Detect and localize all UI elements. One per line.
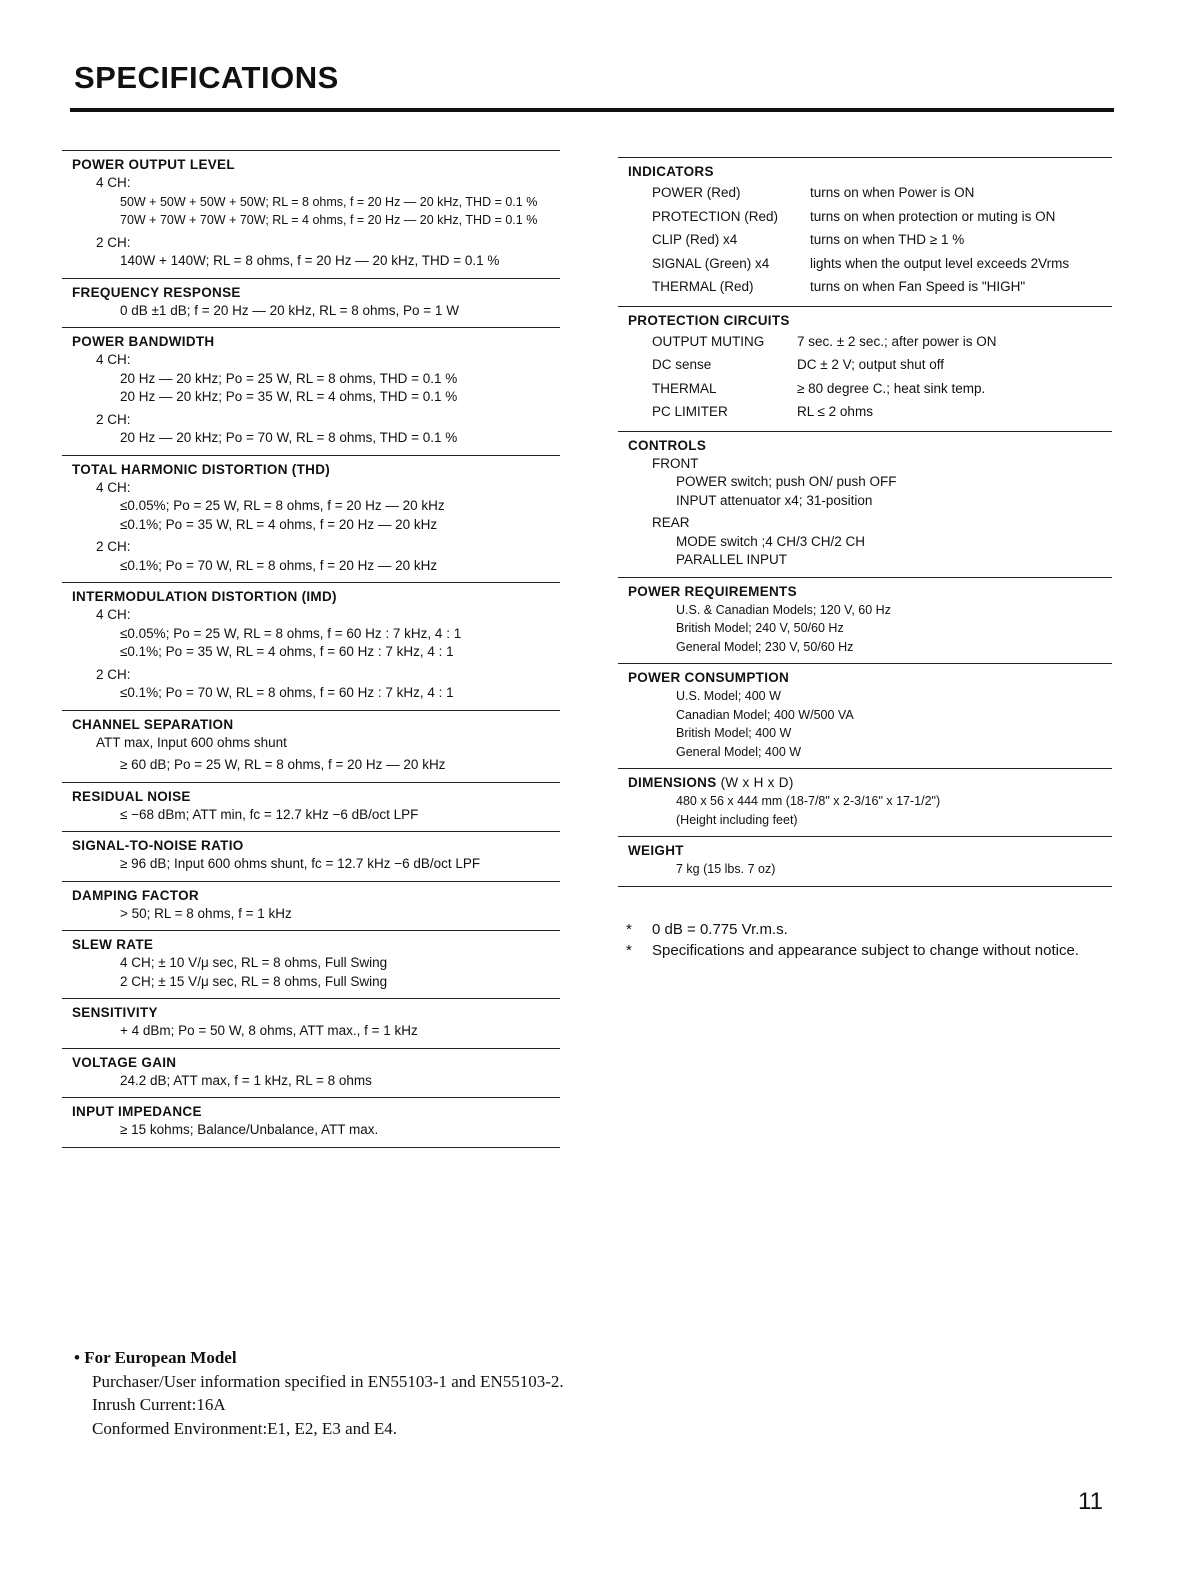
spec-line: British Model; 400 W xyxy=(676,726,792,740)
spec-indicators xyxy=(618,157,1112,306)
spec-line: Canadian Model; 400 W/500 VA xyxy=(676,707,854,722)
section-title: VOLTAGE GAIN xyxy=(72,1054,177,1070)
left-column xyxy=(62,150,560,1148)
spec-controls xyxy=(618,431,1112,577)
footnotes xyxy=(626,920,1112,962)
footnote-text: Specifications and appearance subject to change without notice. xyxy=(652,942,1079,959)
spec-line: 20 Hz — 20 kHz; Po = 70 W, RL = 8 ohms, THD = 0.1 % xyxy=(120,430,458,445)
spec-line: MODE switch ;4 CH/3 CH/2 CH xyxy=(676,533,866,549)
spec-line: U.S. Model; 400 W xyxy=(676,689,781,703)
kv-value: turns on when Fan Speed is "HIGH" xyxy=(810,279,1026,294)
kv-key: THERMAL xyxy=(652,380,717,396)
spec-line: General Model; 400 W xyxy=(676,744,802,759)
spec-line: 0 dB ±1 dB; f = 20 Hz — 20 kHz, RL = 8 ohms, Po = 1 W xyxy=(120,302,459,318)
kv-key: PROTECTION (Red) xyxy=(652,208,779,224)
spec-line: 50W + 50W + 50W + 50W; RL = 8 ohms, f = 20 Hz — 20 kHz, THD = 0.1 % xyxy=(120,194,538,209)
ch2-label: 2 CH: xyxy=(96,539,131,554)
footnote-star: * xyxy=(626,921,632,938)
european-line: Purchaser/User information specified in EN55103-1 and EN55103-2. xyxy=(92,1371,564,1391)
section-title xyxy=(628,774,1112,792)
spec-channel-separation xyxy=(62,710,560,782)
ch4-label: 4 CH: xyxy=(96,607,131,622)
ch2-label: 2 CH: xyxy=(96,411,131,427)
ch4-label: 4 CH: xyxy=(96,352,131,367)
spec-line: General Model; 230 V, 50/60 Hz xyxy=(676,639,854,654)
kv-key: OUTPUT MUTING xyxy=(652,333,765,349)
spec-residual-noise xyxy=(62,782,560,832)
kv-value: turns on when Power is ON xyxy=(810,185,975,200)
kv-key: POWER (Red) xyxy=(652,185,741,200)
spec-voltage-gain xyxy=(62,1048,560,1098)
ch2-label: 2 CH: xyxy=(96,666,131,682)
spec-line: ATT max, Input 600 ohms shunt xyxy=(96,734,287,750)
controls-rear-label: REAR xyxy=(652,515,690,530)
section-title: POWER OUTPUT LEVEL xyxy=(72,157,235,172)
kv-row xyxy=(628,400,1112,424)
section-title: POWER BANDWIDTH xyxy=(72,334,215,349)
spec-frequency-response xyxy=(62,278,560,328)
title-rule xyxy=(70,108,1114,112)
kv-value: RL ≤ 2 ohms xyxy=(797,404,873,419)
right-column xyxy=(618,157,1112,887)
spec-line: 20 Hz — 20 kHz; Po = 25 W, RL = 8 ohms, THD = 0.1 % xyxy=(120,370,458,386)
kv-key: SIGNAL (Green) x4 xyxy=(652,255,770,271)
section-title: INTERMODULATION DISTORTION (IMD) xyxy=(72,589,337,604)
spec-line: U.S. & Canadian Models; 120 V, 60 Hz xyxy=(676,602,891,617)
spec-line: ≥ 15 kohms; Balance/Unbalance, ATT max. xyxy=(120,1122,379,1137)
page-title: SPECIFICATIONS xyxy=(74,60,339,95)
footnote-star: * xyxy=(626,942,632,959)
spec-line: POWER switch; push ON/ push OFF xyxy=(676,474,897,489)
spec-line: 20 Hz — 20 kHz; Po = 35 W, RL = 4 ohms, THD = 0.1 % xyxy=(120,389,458,404)
kv-row xyxy=(628,252,1112,276)
section-title: SENSITIVITY xyxy=(72,1005,158,1020)
kv-key: THERMAL (Red) xyxy=(652,279,754,294)
spec-line: 24.2 dB; ATT max, f = 1 kHz, RL = 8 ohms xyxy=(120,1072,372,1088)
section-title: POWER CONSUMPTION xyxy=(628,670,790,685)
ch4-label: 4 CH: xyxy=(96,479,131,495)
section-title-suffix: (W x H x D) xyxy=(720,775,794,790)
spec-imd xyxy=(62,582,560,710)
section-title-text: DIMENSIONS xyxy=(628,775,717,790)
spec-snr xyxy=(62,831,560,881)
spec-sensitivity xyxy=(62,998,560,1048)
spec-line: British Model; 240 V, 50/60 Hz xyxy=(676,621,844,635)
section-rule xyxy=(62,1147,560,1148)
ch2-label: 2 CH: xyxy=(96,234,131,250)
spec-thd xyxy=(62,455,560,583)
spec-damping-factor xyxy=(62,881,560,931)
spec-line: ≤0.1%; Po = 70 W, RL = 8 ohms, f = 60 Hz : 7 kHz, 4 : 1 xyxy=(120,685,454,700)
spec-line: 140W + 140W; RL = 8 ohms, f = 20 Hz — 20 kHz, THD = 0.1 % xyxy=(120,253,500,268)
spec-line: ≤0.1%; Po = 35 W, RL = 4 ohms, f = 20 Hz — 20 kHz xyxy=(120,516,438,532)
kv-value: ≥ 80 degree C.; heat sink temp. xyxy=(797,380,986,396)
spec-line: ≤0.05%; Po = 25 W, RL = 8 ohms, f = 20 Hz — 20 kHz xyxy=(120,498,445,513)
european-model-notice xyxy=(74,1346,564,1440)
section-title: PROTECTION CIRCUITS xyxy=(628,312,790,328)
spec-line: 4 CH; ± 10 V/μ sec, RL = 8 ohms, Full Swing xyxy=(120,955,388,970)
ch4-label: 4 CH: xyxy=(96,175,131,190)
kv-row xyxy=(628,228,1112,252)
section-title: SLEW RATE xyxy=(72,937,154,952)
section-title: INPUT IMPEDANCE xyxy=(72,1104,202,1119)
european-heading: • For European Model xyxy=(74,1348,237,1367)
section-title: POWER REQUIREMENTS xyxy=(628,583,797,599)
kv-key: PC LIMITER xyxy=(652,404,728,419)
kv-value: turns on when protection or muting is ON xyxy=(810,208,1056,224)
kv-value: 7 sec. ± 2 sec.; after power is ON xyxy=(797,333,997,349)
kv-row xyxy=(628,377,1112,401)
section-title: TOTAL HARMONIC DISTORTION (THD) xyxy=(72,461,331,477)
spec-line: + 4 dBm; Po = 50 W, 8 ohms, ATT max., f = 1 kHz xyxy=(120,1023,418,1038)
page-number: 11 xyxy=(1078,1488,1103,1515)
european-line: Conformed Environment:E1, E2, E3 and E4. xyxy=(92,1418,397,1438)
spec-line: 7 kg (15 lbs. 7 oz) xyxy=(676,862,776,876)
footnote xyxy=(626,920,1112,940)
spec-line: 480 x 56 x 444 mm (18-7/8" x 2-3/16" x 17-1/2") xyxy=(676,794,941,808)
kv-row xyxy=(628,330,1112,354)
spec-power-bandwidth xyxy=(62,327,560,455)
kv-key: CLIP (Red) x4 xyxy=(652,232,738,247)
section-title: RESIDUAL NOISE xyxy=(72,788,191,804)
kv-row xyxy=(628,275,1112,299)
kv-row xyxy=(628,181,1112,205)
spec-power-output xyxy=(62,150,560,278)
section-title: FREQUENCY RESPONSE xyxy=(72,284,241,300)
spec-line: 70W + 70W + 70W + 70W; RL = 4 ohms, f = 20 Hz — 20 kHz, THD = 0.1 % xyxy=(120,213,538,227)
section-title: CONTROLS xyxy=(628,437,707,453)
spec-line: ≤0.05%; Po = 25 W, RL = 8 ohms, f = 60 Hz : 7 kHz, 4 : 1 xyxy=(120,625,462,641)
kv-value: lights when the output level exceeds 2Vrms xyxy=(810,255,1070,271)
european-line: Inrush Current:16A xyxy=(92,1395,226,1414)
spec-line: ≤0.1%; Po = 35 W, RL = 4 ohms, f = 60 Hz : 7 kHz, 4 : 1 xyxy=(120,644,454,659)
kv-value: turns on when THD ≥ 1 % xyxy=(810,232,965,247)
kv-row xyxy=(628,205,1112,229)
spec-line: ≤ −68 dBm; ATT min, fc = 12.7 kHz −6 dB/oct LPF xyxy=(120,806,419,822)
spec-protection-circuits xyxy=(618,306,1112,431)
spec-line: ≤0.1%; Po = 70 W, RL = 8 ohms, f = 20 Hz — 20 kHz xyxy=(120,557,438,573)
spec-line: 2 CH; ± 15 V/μ sec, RL = 8 ohms, Full Swing xyxy=(120,973,388,989)
kv-row xyxy=(628,353,1112,377)
section-title: CHANNEL SEPARATION xyxy=(72,716,234,732)
spec-slew-rate xyxy=(62,930,560,998)
spec-line: ≥ 96 dB; Input 600 ohms shunt, fc = 12.7 kHz −6 dB/oct LPF xyxy=(120,856,481,871)
footnote-text: 0 dB = 0.775 Vr.m.s. xyxy=(652,921,788,938)
spec-power-consumption xyxy=(618,663,1112,768)
footnote xyxy=(626,941,1112,961)
spec-line: ≥ 60 dB; Po = 25 W, RL = 8 ohms, f = 20 Hz — 20 kHz xyxy=(120,757,446,772)
spec-input-impedance xyxy=(62,1097,560,1147)
section-title: INDICATORS xyxy=(628,164,714,179)
section-title: DAMPING FACTOR xyxy=(72,887,199,903)
section-title: SIGNAL-TO-NOISE RATIO xyxy=(72,838,244,853)
kv-value: DC ± 2 V; output shut off xyxy=(797,357,944,372)
spec-line: INPUT attenuator x4; 31-position xyxy=(676,492,873,508)
spec-dimensions xyxy=(618,768,1112,836)
spec-line: PARALLEL INPUT xyxy=(676,552,788,567)
section-title: WEIGHT xyxy=(628,843,684,858)
spec-line: > 50; RL = 8 ohms, f = 1 kHz xyxy=(120,905,292,921)
spec-line: (Height including feet) xyxy=(676,812,798,827)
spec-power-requirements xyxy=(618,577,1112,664)
controls-front-label: FRONT xyxy=(652,455,699,471)
kv-key: DC sense xyxy=(652,357,712,372)
spec-weight xyxy=(618,836,1112,886)
section-rule xyxy=(618,886,1112,887)
